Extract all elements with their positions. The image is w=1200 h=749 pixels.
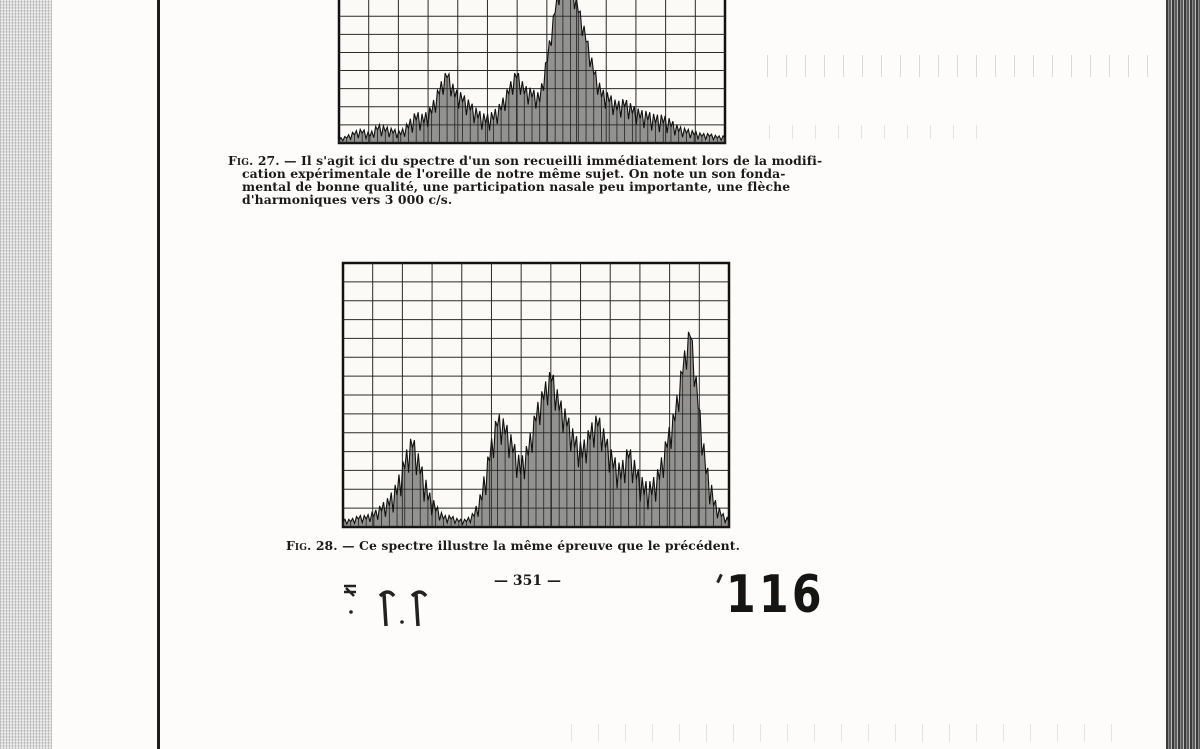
page-edge-right xyxy=(1166,0,1200,749)
paper-speckle xyxy=(760,125,990,139)
stamp-tick-mark xyxy=(716,574,723,583)
caption-line: cation expérimentale de l'oreille de notre même sujet. On note un son fonda- xyxy=(242,166,786,181)
page-edge-left xyxy=(0,0,52,749)
paper-speckle xyxy=(760,55,1150,77)
caption-line: mental de bonne qualité, une participation nasale peu importante, une flèche xyxy=(242,179,791,194)
stamp-number: 116 xyxy=(726,565,825,625)
figure-27-spectrum-chart xyxy=(337,0,727,146)
figure-27-caption xyxy=(228,154,848,206)
page-number: — 351 — xyxy=(494,573,561,589)
figure-28-spectrum-chart xyxy=(340,260,734,530)
handwritten-mark xyxy=(340,582,430,632)
figure-28-label: Fig. 28. xyxy=(286,538,338,553)
caption-line: d'harmoniques vers 3 000 c/s. xyxy=(242,192,453,207)
figure-27-label: Fig. 27. xyxy=(228,153,280,168)
caption-text: — Ce spectre illustre la même épreuve que le précédent. xyxy=(337,538,741,553)
caption-text: — Il s'agit ici du spectre d'un son recueilli immédiatement lors de la modifi- xyxy=(279,153,823,168)
paper-speckle xyxy=(560,724,1120,742)
binding-line xyxy=(157,0,160,749)
figure-28-caption xyxy=(286,539,740,552)
